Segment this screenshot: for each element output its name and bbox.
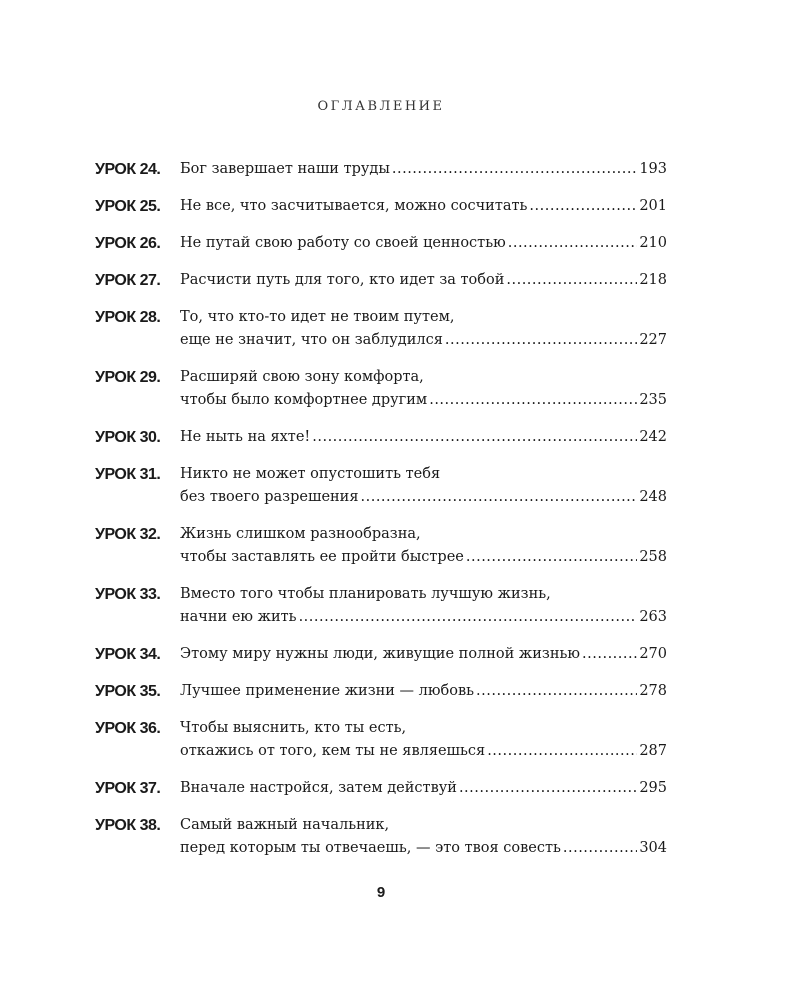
toc-entry[interactable] [95, 717, 667, 763]
toc-entry[interactable] [95, 306, 667, 352]
toc-last-line [180, 195, 667, 218]
toc-dot-leader [299, 606, 638, 629]
toc-entry[interactable] [95, 583, 667, 629]
toc-title-line: Жизнь слишком разнообразна, [180, 526, 421, 542]
toc-dot-leader [429, 389, 637, 412]
toc-last-line [180, 777, 667, 800]
toc-title-text: Не ныть на яхте! [180, 429, 311, 445]
toc-lesson-label: УРОК 37. [95, 780, 161, 797]
toc-entry-body [180, 232, 667, 255]
toc-lesson-label: УРОК 25. [95, 198, 161, 215]
toc-dot-leader [361, 486, 638, 509]
toc-title-line: Самый важный начальник, [180, 817, 390, 833]
toc-title-text: чтобы было комфортнее другим [180, 392, 428, 408]
toc-title-line: То, что кто-то идет не твоим путем, [180, 309, 455, 325]
toc-last-line [180, 643, 667, 666]
toc-lesson-label: УРОК 35. [95, 683, 161, 700]
toc-page-number: 210 [639, 235, 667, 251]
toc-lesson-label: УРОК 29. [95, 369, 161, 386]
toc-last-line [180, 837, 667, 860]
toc-dot-leader [582, 643, 637, 666]
toc-title-text: еще не значит, что он заблудился [180, 332, 443, 348]
toc-entry-body [180, 777, 667, 800]
toc-dot-leader [466, 546, 637, 569]
toc-entry-body [180, 195, 667, 218]
toc-last-line [180, 546, 667, 569]
toc-page-number: 258 [639, 549, 667, 565]
toc-title-text: Расчисти путь для того, кто идет за тобой [180, 272, 505, 288]
toc-page-number: 263 [639, 609, 667, 625]
toc-title-text: без твоего разрешения [180, 489, 359, 505]
toc-title-lines [180, 583, 667, 606]
toc-entry[interactable] [95, 777, 667, 800]
toc-dot-leader [563, 837, 637, 860]
toc-title-lines [180, 523, 667, 546]
toc-entry[interactable] [95, 680, 667, 703]
toc-lesson-label: УРОК 38. [95, 817, 161, 834]
toc-dot-leader [476, 680, 637, 703]
toc-entry-body [180, 814, 667, 860]
toc-lesson-label: УРОК 36. [95, 720, 161, 737]
toc-last-line [180, 158, 667, 181]
toc-title-text: Вначале настройся, затем действуй [180, 780, 457, 796]
toc-page-number: 227 [639, 332, 667, 348]
toc-lesson-label: УРОК 34. [95, 646, 161, 663]
toc-dot-leader [312, 426, 637, 449]
toc-last-line [180, 680, 667, 703]
toc-page-number: 235 [639, 392, 667, 408]
toc-title-text: начни ею жить [180, 609, 297, 625]
toc-dot-leader [487, 740, 637, 763]
toc-last-line [180, 232, 667, 255]
toc-title-text: Лучшее применение жизни — любовь [180, 683, 475, 699]
page-number: 9 [376, 884, 386, 901]
toc-title-lines [180, 717, 667, 740]
toc-entry-body [180, 523, 667, 569]
toc-title-text: Этому миру нужны люди, живущие полной жизнью [180, 646, 581, 662]
toc-entry[interactable] [95, 643, 667, 666]
toc-dot-leader [445, 329, 637, 352]
toc-last-line [180, 606, 667, 629]
toc-lesson-label: УРОК 28. [95, 309, 161, 326]
toc-page-number: 193 [639, 161, 667, 177]
toc-title-text: чтобы заставлять ее пройти быстрее [180, 549, 464, 565]
toc-page-number: 242 [639, 429, 667, 445]
toc-entry[interactable] [95, 366, 667, 412]
toc-last-line [180, 486, 667, 509]
toc-lesson-label: УРОК 33. [95, 586, 161, 603]
toc-title-lines [180, 814, 667, 837]
toc-entry[interactable] [95, 463, 667, 509]
toc-last-line [180, 740, 667, 763]
toc-entry-body [180, 583, 667, 629]
toc-entry-body [180, 366, 667, 412]
toc-page-number: 287 [639, 743, 667, 759]
toc-entry[interactable] [95, 195, 667, 218]
toc-entry[interactable] [95, 232, 667, 255]
toc-title-line: Чтобы выяснить, кто ты есть, [180, 720, 407, 736]
toc-title-text: Не все, что засчитывается, можно сосчитать [180, 198, 528, 214]
toc-page-number: 270 [639, 646, 667, 662]
toc-title-text: Бог завершает наши труды [180, 161, 390, 177]
toc-lesson-label: УРОК 32. [95, 526, 161, 543]
toc-entry[interactable] [95, 814, 667, 860]
toc-title-lines [180, 366, 667, 389]
toc-page-number: 248 [639, 489, 667, 505]
toc-entry-body [180, 717, 667, 763]
toc-last-line [180, 426, 667, 449]
toc-title-text: перед которым ты отвечаешь, — это твоя совесть [180, 840, 561, 856]
toc-entry[interactable] [95, 523, 667, 569]
toc-title-text: Не путай свою работу со своей ценностью [180, 235, 506, 251]
toc-dot-leader [508, 232, 638, 255]
toc-entry[interactable] [95, 158, 667, 181]
toc-entry-body [180, 158, 667, 181]
toc-page-number: 201 [639, 198, 667, 214]
toc-dot-leader [392, 158, 637, 181]
toc-page-number: 278 [639, 683, 667, 699]
toc-dot-leader [529, 195, 637, 218]
toc-entry[interactable] [95, 426, 667, 449]
toc-entry[interactable] [95, 269, 667, 292]
toc-entry-body [180, 643, 667, 666]
toc-lesson-label: УРОК 30. [95, 429, 161, 446]
toc-last-line [180, 269, 667, 292]
toc-lesson-label: УРОК 27. [95, 272, 161, 289]
toc-entry-body [180, 306, 667, 352]
toc-entry-body [180, 680, 667, 703]
toc-title-lines [180, 463, 667, 486]
toc-title-text: откажись от того, кем ты не являешься [180, 743, 486, 759]
toc-page-number: 295 [639, 780, 667, 796]
toc-entry-body [180, 426, 667, 449]
toc-entry-body [180, 269, 667, 292]
toc-dot-leader [506, 269, 637, 292]
toc-page-number: 218 [639, 272, 667, 288]
table-of-contents [95, 158, 667, 874]
toc-last-line [180, 329, 667, 352]
page-header-title: ОГЛАВЛЕНИЕ [317, 99, 445, 114]
toc-last-line [180, 389, 667, 412]
toc-title-lines [180, 306, 667, 329]
toc-page-number: 304 [639, 840, 667, 856]
toc-title-line: Вместо того чтобы планировать лучшую жизнь, [180, 586, 551, 602]
toc-dot-leader [459, 777, 637, 800]
toc-entry-list [95, 158, 667, 860]
toc-title-line: Никто не может опустошить тебя [180, 466, 441, 482]
toc-title-line: Расширяй свою зону комфорта, [180, 369, 424, 385]
toc-lesson-label: УРОК 26. [95, 235, 161, 252]
toc-lesson-label: УРОК 31. [95, 466, 161, 483]
toc-entry-body [180, 463, 667, 509]
toc-lesson-label: УРОК 24. [95, 161, 161, 178]
